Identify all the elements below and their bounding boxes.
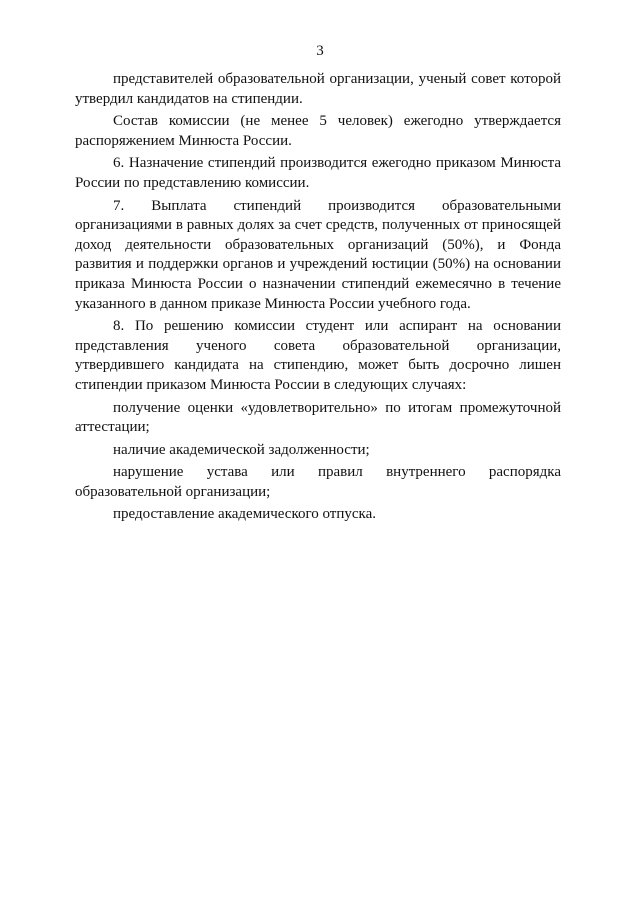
text-line: аттестации; [75, 419, 150, 436]
text-line: доход деятельности образовательных организаций (50%), и Фонда [75, 236, 561, 253]
text-line: получение оценки «удовлетворительно» по итогам промежуточной [113, 399, 561, 416]
text-line: предоставление академического отпуска. [113, 506, 377, 523]
text-line: Состав комиссии (не менее 5 человек) ежегодно утверждается [113, 113, 561, 130]
text-line: приказа Минюста России о назначении стипендий ежемесячно в течение [75, 275, 561, 292]
paragraph-case-grade [75, 399, 561, 438]
text-line: 6. Назначение стипендий производится ежегодно приказом Минюста [113, 155, 561, 172]
paragraph-case-debt [75, 441, 561, 461]
text-line: России по представлению комиссии. [75, 174, 310, 191]
page-number: 3 [316, 43, 324, 59]
paragraph-case-leave [75, 505, 561, 525]
text-line: 8. По решению комиссии студент или аспирант на основании [113, 318, 561, 335]
text-line: распоряжением Минюста России. [75, 132, 292, 149]
document-body [75, 70, 561, 525]
text-line: представителей образовательной организации, ученый совет которой [113, 71, 561, 87]
text-line: нарушение устава или правил внутреннего распорядка [113, 464, 561, 481]
paragraph-commission [75, 112, 561, 151]
paragraph-item-7 [75, 197, 561, 315]
paragraph-item-8 [75, 317, 561, 395]
text-line: наличие академической задолженности; [113, 441, 370, 458]
text-line: образовательной организации; [75, 483, 271, 500]
text-line: 7. Выплата стипендий производится образовательными [113, 197, 561, 214]
text-line: развития и поддержки органов и учреждений юстиции (50%) на основании [75, 256, 561, 273]
paragraph-item-6 [75, 154, 561, 193]
text-line: стипендии приказом Минюста России в следующих случаях: [75, 376, 467, 393]
text-line: указанного в данном приказе Минюста России учебного года. [75, 295, 471, 312]
paragraph-case-violation [75, 463, 561, 502]
paragraph-continuation [75, 70, 561, 109]
text-line: утвердил кандидатов на стипендии. [75, 90, 303, 107]
text-line: организациями в равных долях за счет средств, полученных от приносящей [75, 217, 561, 234]
text-line: представления ученого совета образовательной организации, [75, 337, 561, 354]
text-line: утвердившего кандидата на стипендию, может быть досрочно лишен [75, 357, 561, 374]
